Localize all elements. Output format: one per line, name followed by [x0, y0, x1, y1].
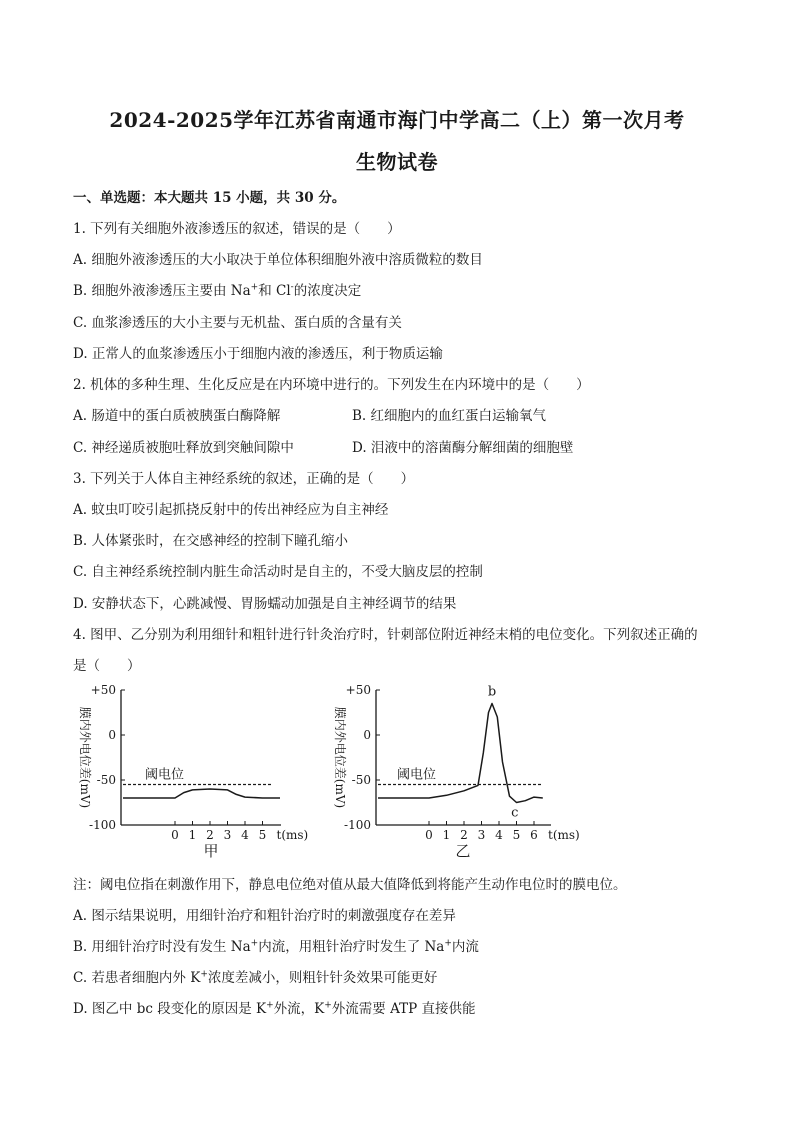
- q2-option-c: C. 神经递质被胞吐释放到突触间隙中: [73, 440, 294, 456]
- panel1-threshold-label: 阈电位: [145, 767, 185, 783]
- panel1-x-tick-label: 5: [258, 828, 267, 842]
- panel1-x-tick-label: 4: [241, 828, 249, 842]
- panel1-y-tick-label: +50: [90, 683, 116, 697]
- exam-subtitle: 生物试卷: [356, 150, 438, 174]
- panel1-x-tick-label: 0: [171, 828, 179, 842]
- panel1-y-tick-label: -100: [89, 818, 116, 832]
- q4-figure: [73, 682, 593, 866]
- q4-option-a: A. 图示结果说明，用细针治疗和粗针治疗时的刺激强度存在差异: [73, 908, 456, 924]
- q2-option-b: B. 红细胞内的血红蛋白运输氧气: [352, 408, 547, 424]
- q4-option-c: C. 若患者细胞内外 K+浓度差减小，则粗针针灸效果可能更好: [73, 969, 438, 986]
- exam-title: 2024-2025学年江苏省南通市海门中学高二（上）第一次月考: [109, 108, 685, 132]
- panel2-y-tick-label: 0: [363, 728, 371, 742]
- q4-stem-line1: 4. 图甲、乙分别为利用细针和粗针进行针灸治疗时，针刺部位附近神经末梢的电位变化。下列叙述正确的: [73, 627, 698, 643]
- panel1-x-tick-label: 1: [188, 828, 197, 842]
- panel1-y-axis-label: 膜内外电位差(mV): [78, 706, 92, 809]
- q3-stem: 3. 下列关于人体自主神经系统的叙述，正确的是（ ）: [73, 471, 415, 487]
- panel2-x-tick-label: 4: [495, 828, 503, 842]
- panel2-x-tick-label: 0: [425, 828, 433, 842]
- panel2-y-tick-label: -50: [351, 773, 371, 787]
- panel2-threshold-label: 阈电位: [397, 767, 437, 783]
- q4-option-b: B. 用细针治疗时没有发生 Na+内流，用粗针治疗时发生了 Na+内流: [73, 938, 479, 955]
- panel2-point-label-b: b: [487, 684, 497, 700]
- panel2-y-tick-label: -100: [344, 818, 371, 832]
- panel2-x-tick-label: 6: [530, 828, 538, 842]
- panel2-y-tick-label: +50: [345, 683, 371, 697]
- panel2-title: 乙: [455, 842, 471, 860]
- panel2-potential-curve: [378, 704, 543, 803]
- q2-option-d: D. 泪液中的溶菌酶分解细菌的细胞壁: [352, 440, 574, 456]
- panel1-x-tick-label: 2: [206, 828, 214, 842]
- panel1-y-tick-label: -50: [96, 773, 116, 787]
- panel2-x-unit: t(ms): [548, 828, 580, 842]
- panel2-y-axis-label: 膜内外电位差(mV): [333, 706, 347, 809]
- section-heading: 一、单选题：本大题共 15 小题，共 30 分。: [73, 190, 346, 206]
- q4-note: 注：阈电位指在刺激作用下，静息电位绝对值从最大值降低到将能产生动作电位时的膜电位。: [73, 877, 627, 893]
- q2-stem: 2. 机体的多种生理、生化反应是在内环境中进行的。下列发生在内环境中的是（ ）: [73, 377, 590, 393]
- q3-option-c: C. 自主神经系统控制内脏生命活动时是自主的，不受大脑皮层的控制: [73, 564, 483, 580]
- panel1-y-tick-label: 0: [108, 728, 116, 742]
- q1-stem: 1. 下列有关细胞外液渗透压的叙述，错误的是（ ）: [73, 221, 401, 237]
- q1-option-d: D. 正常人的血浆渗透压小于细胞内液的渗透压，利于物质运输: [73, 346, 443, 362]
- q1-option-c: C. 血浆渗透压的大小主要与无机盐、蛋白质的含量有关: [73, 315, 402, 331]
- panel1-x-unit: t(ms): [276, 828, 309, 842]
- panel2-x-tick-label: 1: [442, 828, 451, 842]
- panel1-x-tick-label: 3: [223, 828, 232, 842]
- q2-option-a: A. 肠道中的蛋白质被胰蛋白酶降解: [73, 408, 281, 424]
- panel1-potential-curve: [123, 789, 280, 798]
- panel2-x-tick-label: 3: [477, 828, 486, 842]
- q1-option-b: B. 细胞外液渗透压主要由 Na+和 Cl-的浓度决定: [73, 282, 362, 299]
- q4-option-d: D. 图乙中 bc 段变化的原因是 K+外流，K+外流需要 ATP 直接供能: [73, 1000, 476, 1017]
- panel2-x-tick-label: 5: [512, 828, 521, 842]
- potential-charts: [73, 682, 593, 862]
- panel2-x-tick-label: 2: [460, 828, 468, 842]
- q3-option-b: B. 人体紧张时，在交感神经的控制下瞳孔缩小: [73, 533, 349, 549]
- q1-option-a: A. 细胞外液渗透压的大小取决于单位体积细胞外液中溶质微粒的数目: [73, 252, 483, 268]
- q3-option-a: A. 蚊虫叮咬引起抓挠反射中的传出神经应为自主神经: [73, 502, 389, 518]
- q3-option-d: D. 安静状态下，心跳减慢、胃肠蠕动加强是自主神经调节的结果: [73, 596, 457, 612]
- panel1-title: 甲: [203, 842, 219, 860]
- q4-stem-line2: 是（ ）: [73, 658, 141, 674]
- panel2-point-label-c: c: [511, 805, 519, 821]
